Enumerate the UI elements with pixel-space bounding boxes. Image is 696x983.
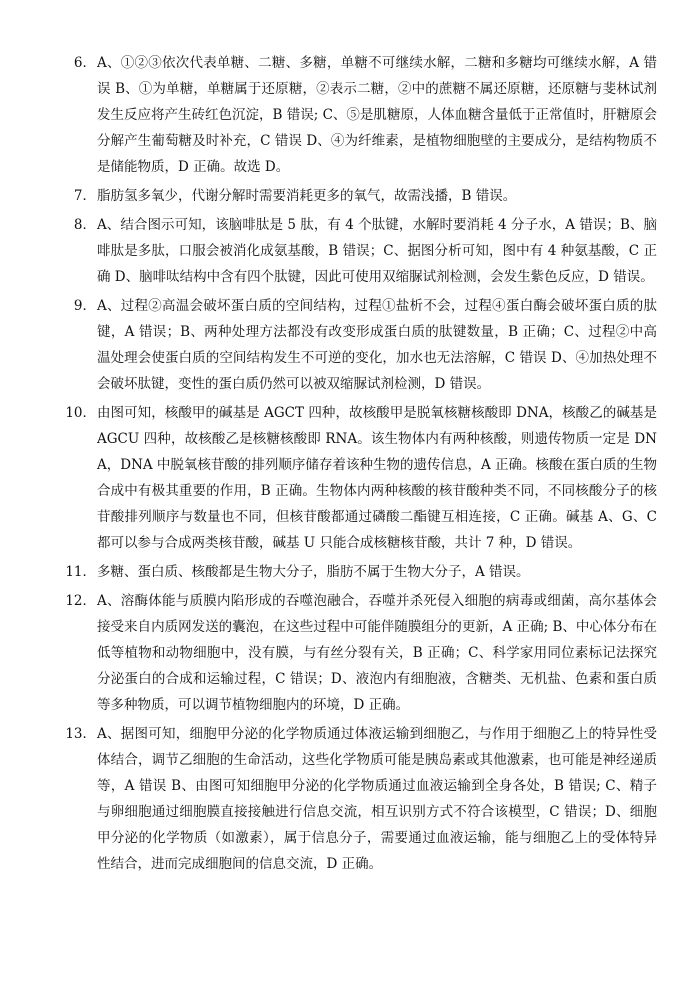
answer-number: 12． bbox=[65, 593, 96, 609]
answer-item-7 bbox=[0, 183, 696, 209]
answer-item-9 bbox=[0, 293, 696, 397]
answer-item-11 bbox=[0, 559, 696, 585]
answer-text: A、结合图示可知，该脑啡肽是 5 肽，有 4 个肽键，水解时要消耗 4 分子水，A 错误；B、脑啡肽是多肽，口服会被消化成氨基酸，B 错误；C、据图分析可知，图中有 4 种氨基酸，C 正确 D、脑啡呔结构中含有四个肽键，因此可使用双缩脲试剂检测，会发生紫色反应，D 错误。 bbox=[97, 217, 657, 285]
answer-text: 多糖、蛋白质、核酸都是生物大分子，脂肪不属于生物大分子，A 错误。 bbox=[97, 564, 530, 580]
answer-item-8 bbox=[0, 212, 696, 290]
answer-item-6 bbox=[0, 50, 696, 180]
answer-number: 7． bbox=[73, 188, 96, 204]
answer-text: A、①②③依次代表单糖、二糖、多糖，单糖不可继续水解，二糖和多糖均可继续水解，A 错误 B、①为单糖，单糖属于还原糖，②表示二糖，②中的蔗糖不属还原糖，还原糖与斐林试剂发生反应将产生砖红色沉淀，B 错误; C、⑤是肌糖原，人体血糖含量低于正常值时，肝糖原会分解产生葡萄糖及时补充，C 错误 D、④为纤维素，是植物细胞壁的主要成分，是结构物质不是储能物质，D 正确。故选 D。 bbox=[97, 55, 657, 175]
answer-text: A、溶酶体能与质膜内陷形成的吞噬泡融合，吞噬并杀死侵入细胞的病毒或细菌，高尔基体会接受来自内质网发送的囊泡，在这些过程中可能伴随膜组分的更新，A 正确; B、中心体分布在低等植物和动物细胞中，没有膜，与有丝分裂有关，B 正确；C、科学家用同位素标记法探究分泌蛋白的合成和运输过程，C 错误；D、液泡内有细胞液，含糖类、无机盐、色素和蛋白质等多种物质，可以调节植物细胞内的环境，D 正确。 bbox=[97, 593, 657, 713]
answer-number: 10． bbox=[65, 405, 96, 421]
answer-text: A、据图可知，细胞甲分泌的化学物质通过体液运输到细胞乙，与作用于细胞乙上的特异性受体结合，调节乙细胞的生命活动，这些化学物质可能是胰岛素或其他激素，也可能是神经递质等，A 错误 B、由图可知细胞甲分泌的化学物质通过血液运输到全身各处，B 错误; C、精子与卵细胞通过细胞膜直接接触进行信息交流，相互识别方式不符合该模型，C 错误；D、细胞甲分泌的化学物质（如激素），属于信息分子，需要通过血液运输，能与细胞乙上的受体特异性结合，进而完成细胞间的信息交流，D 正确。 bbox=[97, 726, 657, 872]
answer-number: 6． bbox=[73, 55, 96, 71]
answer-item-13 bbox=[0, 721, 696, 877]
answer-number: 11． bbox=[65, 564, 96, 580]
answer-number: 9． bbox=[73, 298, 96, 314]
answer-text: A、过程②高温会破坏蛋白质的空间结构，过程①盐析不会，过程④蛋白酶会破坏蛋白质的肽键，A 错误；B、两种处理方法都没有改变形成蛋白质的肽键数量，B 正确；C、过程②中高温处理会使蛋白质的空间结构发生不可逆的变化，加水也无法溶解，C 错误 D、④加热处理不会破坏肽键，变性的蛋白质仍然可以被双缩脲试剂检测，D 错误。 bbox=[97, 298, 657, 392]
answer-number: 8． bbox=[73, 217, 96, 233]
answer-item-12 bbox=[0, 588, 696, 718]
answer-item-10 bbox=[0, 400, 696, 556]
answer-text: 由图可知，核酸甲的碱基是 AGCT 四种，故核酸甲是脱氧核糖核酸即 DNA，核酸乙的碱基是 AGCU 四种，故核酸乙是核糖核酸即 RNA。该生物体内有两种核酸，则遗传物质一定是 DNA，DNA 中脱氧核苷酸的排列顺序储存着该种生物的遗传信息，A 正确。核酸在蛋白质的生物合成中有极其重要的作用，B 正确。生物体内两种核酸的核苷酸种类不同，不同核酸分子的核苷酸排列顺序与数量也不同，但核苷酸都通过磷酸二酯键互相连接，C 正确。碱基 A、G、C 都可以参与合成两类核苷酸，碱基 U 只能合成核糖核苷酸，共计 7 种，D 错误。 bbox=[97, 405, 657, 551]
answer-number: 13． bbox=[65, 726, 96, 742]
answer-text: 脂肪氢多氧少，代谢分解时需要消耗更多的氧气，故需浅播，B 错误。 bbox=[97, 188, 517, 204]
